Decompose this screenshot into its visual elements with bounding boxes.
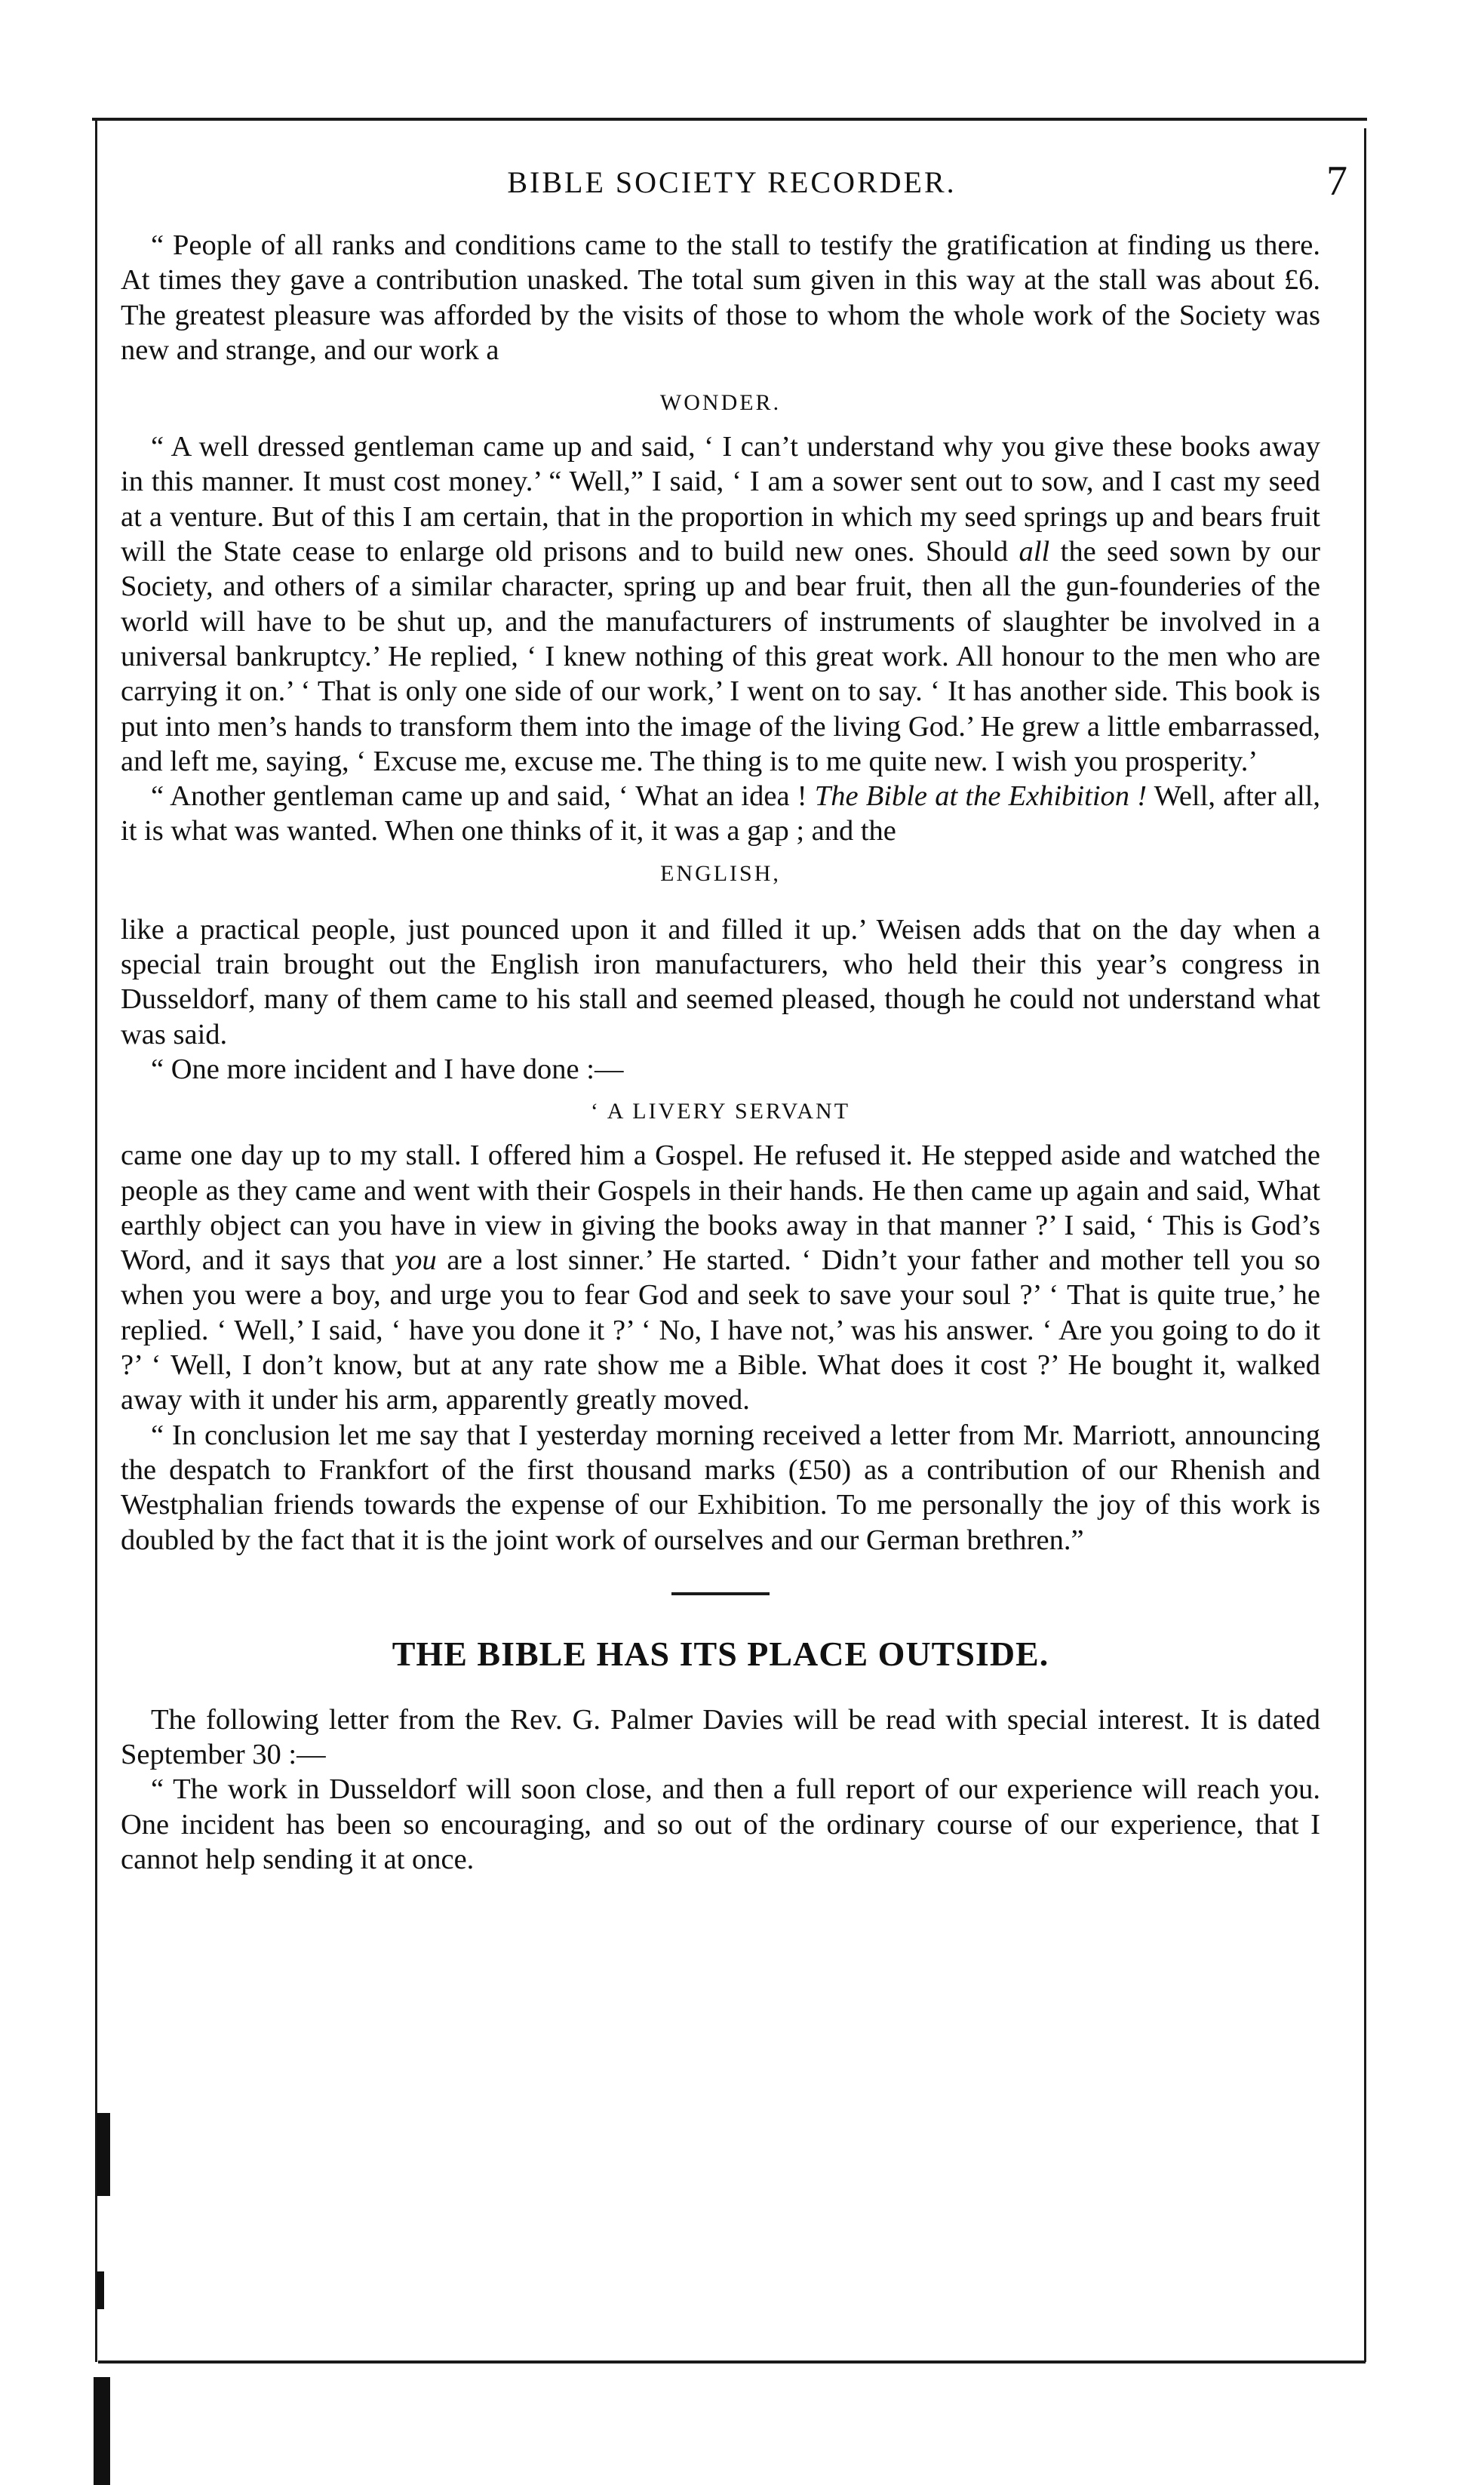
page-number: 7	[1326, 158, 1347, 205]
binding-shadow-mark	[97, 2271, 104, 2309]
paragraph-text: Well, after all, it is what was wanted. When one thinks of it, it was a gap ; and the	[121, 780, 1320, 847]
section-paragraph: “ The work in Dusseldorf will soon close, and then a full report of our experience will reach you. One incident has been so encouraging, and so out of the ordinary course of our experience, that I cannot help sending it at once.	[121, 1773, 1320, 1875]
section-divider	[671, 1592, 770, 1595]
top-border-rule	[92, 118, 1367, 121]
article-body	[121, 228, 1320, 1877]
emphasized-text: you	[395, 1244, 437, 1277]
article-subheading: ‘ A LIVERY SERVANT	[590, 1099, 851, 1124]
paragraph-text: came one day up to my stall. I offered him a Gospel. He refused it. He stepped aside and watched the people as they came and went with their Gospels in their hands. He then came up again and said, What earthly object can you have in view in giving the books away in that manner ?’ I said, ‘ This is God’s Word, and it says that	[121, 1139, 1320, 1277]
article-subheading: ENGLISH,	[660, 860, 781, 886]
article-subheading: WONDER.	[659, 390, 782, 416]
emphasized-text: The Bible at the Exhibition !	[814, 780, 1148, 813]
right-border-rule	[1364, 128, 1366, 2362]
paragraph-text: “ A well dressed gentleman came up and said, ‘ I can’t understand why you give these books away in this manner. It must cost money.’ “ Well,” I said, ‘ I am a sower sent out to sow, and I cast my seed at a venture. But of this I am certain, that in the proportion in which my seed springs up and bears fruit will the State cease to enlarge old prisons and to build new ones. Should	[121, 431, 1320, 568]
emphasized-text: all	[1019, 536, 1050, 568]
left-border-rule	[95, 121, 97, 2362]
article-paragraph: like a practical people, just pounced upon it and filled it up.’ Weisen adds that on the day when a special train brought out the English iron manufacturers, who held their this year’s congress in Dusseldorf, many of them came to his stall and seemed pleased, though he could not understand what was said.	[121, 913, 1320, 1050]
article-paragraph: “ In conclusion let me say that I yesterday morning received a letter from Mr. Marriott, announcing the despatch to Frankfort of the first thousand marks (£50) as a contribution of our Rhenish and Westphalian friends towards the expense of our Exhibition. To me personally the joy of this work is doubled by the fact that it is the joint work of ourselves and our German brethren.”	[121, 1419, 1320, 1556]
article-paragraph	[121, 429, 1320, 779]
paragraph-text: are a lost sinner.’ He started. ‘ Didn’t your father and mother tell you so when you were a boy, and urge you to fear God and seek to save your soul ?’ ‘ That is quite true,’ he replied. ‘ Well,’ I said, ‘ have you done it ?’ ‘ No, I have not,’ was his answer. ‘ Are you going to do it ?’ ‘ Well, I don’t know, but at any rate show me a Bible. What does it cost ?’ He bought it, walked away with it under his arm, apparently greatly moved.	[121, 1244, 1320, 1416]
article-paragraph: “ One more incident and I have done :—	[151, 1053, 624, 1085]
article-paragraph: “ People of all ranks and conditions came to the stall to testify the gratification at finding us there. At times they gave a contribution unasked. The total sum given in this way at the stall was about £6. The greatest pleasure was afforded by the visits of those to whom the whole work of the Society was new and strange, and our work a	[121, 229, 1320, 366]
bottom-border-rule	[98, 2360, 1366, 2364]
section-title: THE BIBLE HAS ITS PLACE OUTSIDE.	[392, 1634, 1049, 1673]
binding-shadow-mark	[97, 2113, 110, 2196]
paragraph-text: the seed sown by our Society, and others of a similar character, spring up and bear fruit, then all the gun-founderies of the world will have to be shut up, and the manufacturers of instruments of slaughter be involved in a universal bankruptcy.’ He replied, ‘ I knew nothing of this great work. All honour to the men who are carrying it on.’ ‘ That is only one side of our work,’ I went on to say. ‘ It has another side. This book is put into men’s hands to transform them into the image of the living God.’ He grew a little embarrassed, and left me, saying, ‘ Excuse me, excuse me. The thing is to me quite new. I wish you prosperity.’	[121, 536, 1320, 777]
article-paragraph	[121, 779, 1320, 849]
section-paragraph: The following letter from the Rev. G. Palmer Davies will be read with special interest. It is dated September 30 :—	[121, 1703, 1320, 1771]
paragraph-text: “ Another gentleman came up and said, ‘ What an idea !	[151, 780, 815, 813]
article-paragraph	[121, 1138, 1320, 1417]
running-head: BIBLE SOCIETY RECORDER.	[507, 165, 957, 199]
page-header	[113, 160, 1350, 208]
binding-shadow-mark	[94, 2377, 110, 2485]
